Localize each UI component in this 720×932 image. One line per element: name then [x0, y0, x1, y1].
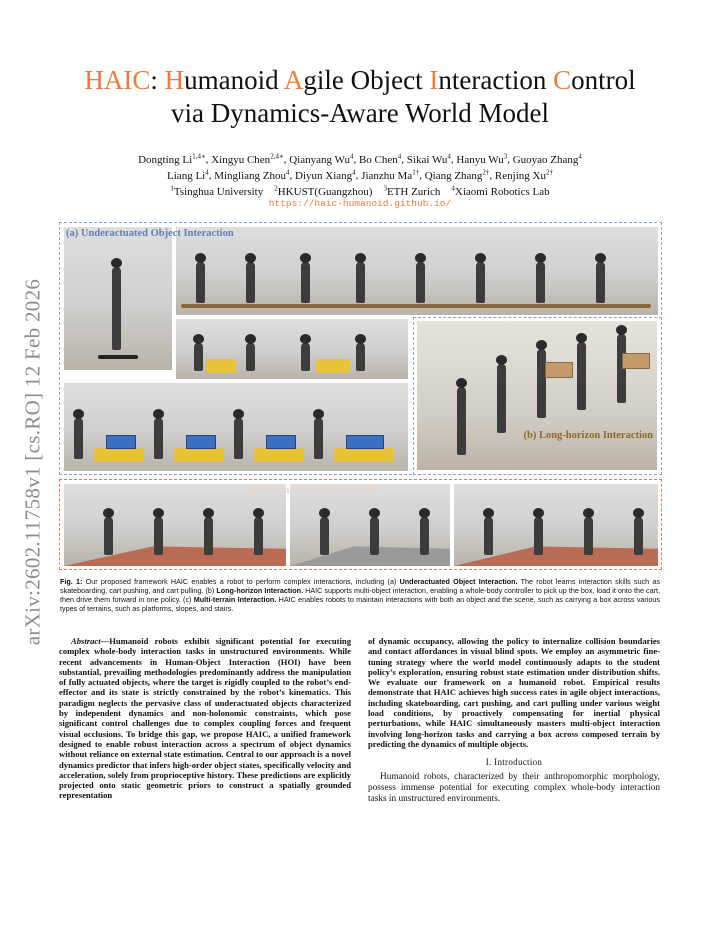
author-affiliation-mark: 2,4∗: [270, 152, 284, 160]
author-block: [60, 150, 660, 198]
title-text: ontrol: [571, 65, 636, 95]
author-name: Qiang Zhang$^{2\dagger}$: [424, 168, 490, 182]
skateboard-track: [181, 304, 651, 308]
box: [622, 353, 650, 369]
robot-figure: [617, 334, 626, 403]
caption-text: Our proposed framework HAIC enables a robot to perform complex interactions, including (a): [82, 577, 400, 586]
arxiv-stamp: [18, 262, 48, 662]
paper-title: [60, 64, 660, 130]
robot-figure: [254, 517, 263, 555]
robot-figure: [457, 387, 466, 456]
robot-figure: [246, 262, 255, 302]
robot-figure: [204, 517, 213, 555]
abstract-heading: Abstract: [71, 636, 101, 646]
caption-text: The robot learns interaction skills such as skateboarding, cart pushing, and cart pulling. (b): [60, 577, 661, 595]
cart: [206, 359, 236, 373]
cart: [254, 448, 304, 462]
robot-figure: [497, 364, 506, 433]
panel-c-label: (c) Multi-terrain Interaction: [250, 485, 378, 496]
affiliation: $^1$Tsinghua University: [170, 184, 264, 198]
title-highlight: I: [429, 65, 439, 95]
caption-bold: Long-horizon Interaction.: [216, 586, 304, 595]
photo-skateboard-closeup: [64, 227, 172, 370]
photo-long-horizon: [417, 321, 657, 470]
robot-figure: [634, 517, 643, 555]
abstract-text: —Humanoid robots exhibit significant potential for executing complex whole-body interaction tasks in unstructured environments. While recent advancements in Human-Object Interaction (HOI) have been substantial, prevailing methodologies predominantly address the manipulation of fully actuated objects, where the target is rigidly coupled to the robot’s end-effector and its state is strictly constrained by the robot’s kinematics. This paradigm neglects the pervasive class of underactuated objects characterized by independent dynamics and non-holonomic constraints, which pose significant control challenges due to complex coupling forces and frequent visual occlusions. To bridge this gap, we propose HAIC, a unified framework designed to enable robust interaction across a spectrum of object dynamics without reliance on external state estimation. Central to our approach is a novel dynamics predictor that infers high-order object states, specifically velocity and acceleration, solely from proprioceptive history. These predictions are explicitly projected onto static geometric priors to construct a spatially grounded representation: [59, 636, 351, 801]
cart: [94, 448, 144, 462]
panel-b-label: (b) Long-horizon Interaction: [523, 430, 653, 441]
robot-figure: [534, 517, 543, 555]
crate: [106, 435, 136, 449]
author-affiliation-mark: 4: [578, 152, 582, 160]
abstract-column-left: [59, 636, 351, 801]
affiliations: [60, 182, 660, 198]
author-affiliation-mark: 4: [349, 152, 354, 160]
project-url[interactable]: https://haic-humanoid.github.io/: [268, 198, 452, 209]
robot-figure: [596, 262, 605, 302]
title-line-2: via Dynamics-Aware World Model: [171, 98, 549, 128]
photo-terrain-stairs: [454, 484, 658, 566]
author-affiliation-mark: 3: [503, 152, 508, 160]
title-text: gile Object: [303, 65, 430, 95]
title-highlight: A: [283, 65, 304, 95]
author-affiliation-mark: 4: [205, 168, 209, 177]
title-text: :: [150, 65, 165, 95]
author-affiliation-mark: 1,4∗: [192, 152, 206, 160]
abstract-paragraph: [59, 636, 351, 801]
photo-terrain-platform: [64, 484, 286, 566]
crate: [266, 435, 296, 449]
robot-figure: [584, 517, 593, 555]
robot-figure: [577, 342, 586, 411]
introduction-text: Humanoid robots, characterized by their anthropomorphic morphology, possess immense potential for executing complex whole-body interaction tasks in unstructured environments.: [368, 771, 660, 804]
robot-figure: [154, 418, 163, 458]
teaser-figure: [59, 222, 662, 570]
photo-cart-pushing: [176, 319, 408, 379]
affiliation: $^3$ETH Zurich: [383, 184, 441, 198]
robot-figure: [537, 349, 546, 418]
affiliation-mark: 3: [383, 184, 387, 193]
author-affiliation-mark: 4: [397, 152, 402, 160]
author-name: Bo Chen$^4$: [358, 152, 402, 166]
author-affiliation-mark: 1†: [412, 168, 420, 177]
panel-b-long-horizon: [413, 317, 662, 475]
robot-figure: [196, 262, 205, 302]
affiliation: $^4$Xiaomi Robotics Lab: [451, 184, 550, 198]
robot-figure: [104, 517, 113, 555]
author-name: Jianzhu $Ma^{1\dagger}$: [361, 168, 420, 182]
caption-bold: Underactuated Object Interaction.: [399, 577, 518, 586]
author-affiliation-mark: 2†: [545, 168, 553, 177]
robot-figure: [356, 343, 365, 371]
photo-cart-pulling: [64, 383, 408, 471]
author-name: Qianyang Wu$^4$: [289, 152, 354, 166]
author-name: Liang Li$^4$: [167, 168, 209, 182]
photo-terrain-slope: [290, 484, 450, 566]
caption-text: HAIC enables robots to maintain interactions with both an object and the scene, such as carrying a box across various types of terrains, such as platforms, slopes, and stairs.: [60, 595, 660, 613]
robot-figure: [154, 517, 163, 555]
robot-figure: [536, 262, 545, 302]
author-name: Renjing $Xu^{2\dagger}$: [494, 168, 553, 182]
author-name: Xingyu Chen$^{2,4∗}$: [211, 152, 284, 166]
author-name: Hanyu Wu$^3$: [456, 152, 508, 166]
affiliation-mark: 2: [274, 184, 278, 193]
author-line-1: Dongting $Li^{1,4∗}$, Xingyu Chen$^{2,4∗}$, Qianyang Wu$^4$, Bo Chen$^4$, Sikai Wu$^4$, Hanyu Wu$^3$, Guoyao Zhang$^4$: [138, 152, 582, 166]
affiliation: $^2$HKUST(Guangzhou): [274, 184, 373, 198]
title-highlight: HAIC: [84, 65, 151, 95]
robot-figure: [314, 418, 323, 458]
author-name: Diyun Xiang$^4$: [295, 168, 356, 182]
arxiv-stamp-text: arXiv:2602.11758v1 [cs.RO] 12 Feb 2026: [20, 278, 45, 646]
caption-fig-label: Fig. 1:: [60, 577, 83, 586]
robot-figure: [420, 517, 429, 555]
crate: [186, 435, 216, 449]
author-name: Sikai Wu$^4$: [406, 152, 451, 166]
author-affiliation-mark: 2†: [482, 168, 490, 177]
caption-text: HAIC supports multi-object interaction, enabling a whole-body controller to pick up the box, load it onto the cart, then drive them forward in one policy. (c): [60, 586, 661, 604]
cart: [334, 448, 394, 462]
robot-figure: [194, 343, 203, 371]
section-heading-introduction: I. Introduction: [485, 757, 543, 768]
crate: [346, 435, 384, 449]
abstract-continued: of dynamic occupancy, allowing the policy to internalize collision boundaries and contact affordances in visual blind spots. We employ an asymmetric fine-tuning strategy where the world model continuously adapts to the student policy’s exploration, ensuring robust state estimation under distribution shifts. We evaluate our framework on a humanoid robot. Empirical results demonstrate that HAIC achieves high success rates in agile object interactions, including skateboarding, cart pushing, and cart pulling under various weight load conditions, by proactively compensating for inertial physical perturbations, while HAIC simultaneously masters multi-object interaction involving long-horizon tasks and carrying a box across composed terrain by predicting the dynamics of multiple objects.: [368, 636, 660, 749]
robot-figure: [301, 343, 310, 371]
author-affiliation-mark: 4: [447, 152, 451, 160]
abstract-column-right: [368, 636, 660, 805]
author-name: Guoyao Zhang$^4$: [512, 152, 582, 166]
robot-figure: [301, 262, 310, 302]
author-affiliation-mark: 4: [352, 168, 356, 177]
title-line-1: [60, 64, 660, 97]
robot-figure: [356, 262, 365, 302]
skateboard: [98, 355, 138, 359]
robot-figure: [320, 517, 329, 555]
author-name: Dongting $Li^{1,4∗}$: [138, 152, 206, 166]
title-highlight: C: [553, 65, 572, 95]
author-affiliation-mark: 4: [286, 168, 290, 177]
robot-figure: [112, 267, 121, 350]
robot-figure: [234, 418, 243, 458]
cart: [316, 359, 350, 373]
robot-figure: [74, 418, 83, 458]
title-text: nteraction: [438, 65, 554, 95]
caption-bold: Multi-terrain Interaction.: [193, 595, 277, 604]
photo-skateboard-sequence: [176, 227, 658, 315]
robot-figure: [370, 517, 379, 555]
title-text: umanoid: [184, 65, 284, 95]
affiliation-mark: 4: [451, 184, 455, 193]
box: [545, 362, 573, 378]
robot-figure: [416, 262, 425, 302]
title-highlight: H: [164, 65, 185, 95]
panel-c-multi-terrain: [59, 479, 662, 570]
robot-figure: [484, 517, 493, 555]
robot-figure: [246, 343, 255, 371]
robot-figure: [476, 262, 485, 302]
figure-caption: [60, 577, 660, 613]
affiliation-mark: 1: [170, 184, 174, 193]
author-name: Mingliang Zhou$^4$: [214, 168, 290, 182]
cart: [174, 448, 224, 462]
panel-a-label: (a) Underactuated Object Interaction: [66, 228, 234, 239]
author-line-2: Liang Li$^4$, Mingliang Zhou$^4$, Diyun Xiang$^4$, Jianzhu $Ma^{1\dagger}$, Qiang Zhang$^{2\dagger}$, Renjing $Xu^{2\dagger}$: [167, 168, 553, 182]
terrain-ramp: [64, 541, 286, 566]
